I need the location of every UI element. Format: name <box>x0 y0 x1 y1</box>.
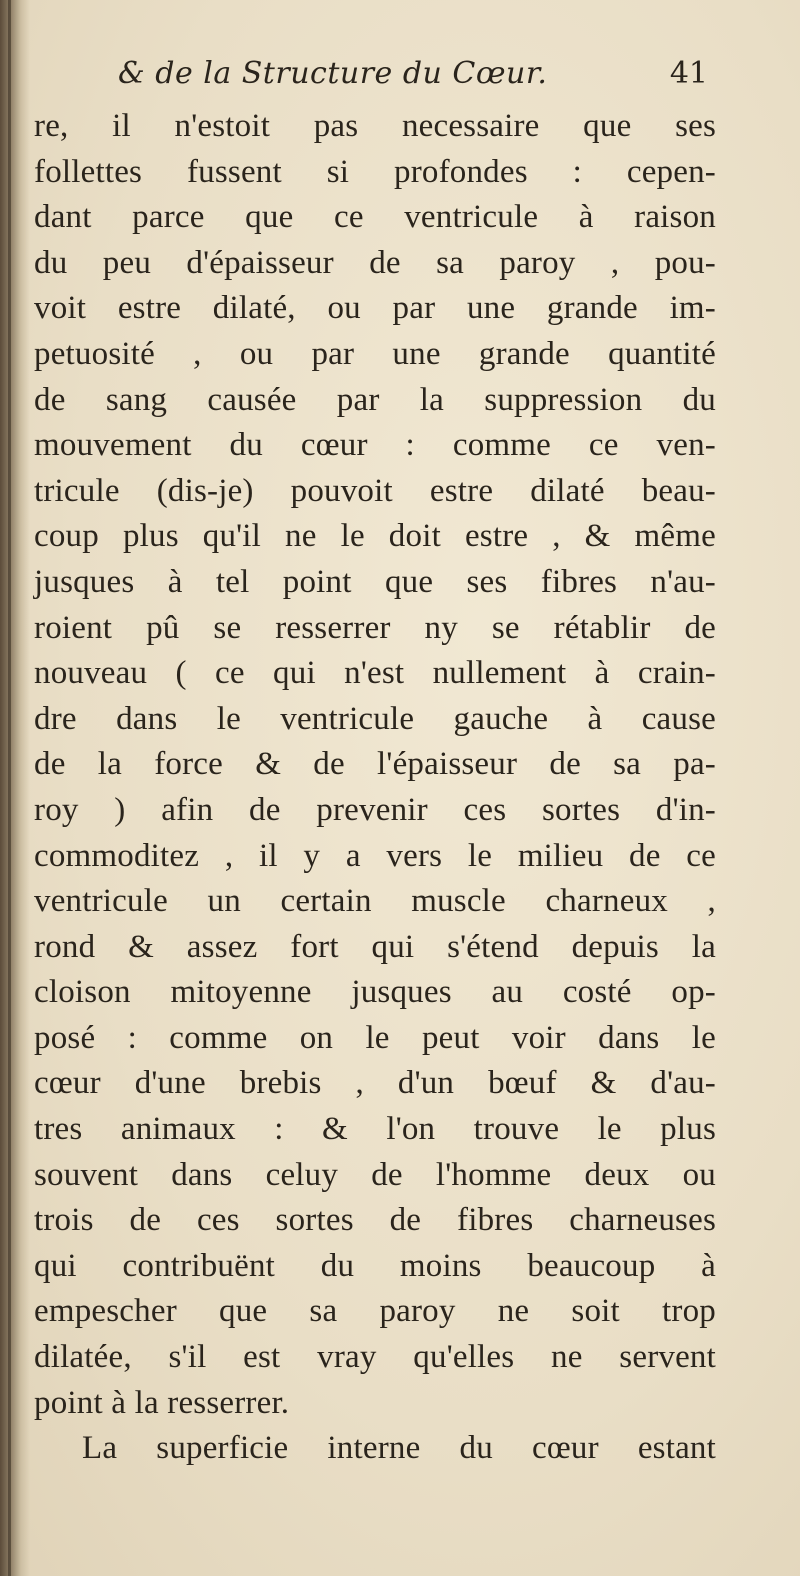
text-line: petuosité , ou par une grande quantité <box>34 335 716 372</box>
text-line: roient pû se resserrer ny se rétablir de <box>34 609 716 646</box>
text-line: roy ) afin de prevenir ces sortes d'in- <box>34 791 716 828</box>
text-line: de la force & de l'épaisseur de sa pa- <box>34 746 716 783</box>
page-number: 41 <box>669 56 708 91</box>
body-text <box>34 104 716 1472</box>
text-line: point à la resserrer. <box>34 1384 290 1421</box>
running-title: & de la Structure du Cœur. <box>118 56 548 91</box>
text-line: souvent dans celuy de l'homme deux ou <box>34 1156 716 1193</box>
text-line: ventricule un certain muscle charneux , <box>34 883 716 920</box>
text-line-paragraph-start: La superficie interne du cœur estant <box>82 1430 716 1467</box>
page-header <box>118 56 708 102</box>
text-line: cloison mitoyenne jusques au costé op- <box>34 974 716 1011</box>
text-line: empescher que sa paroy ne soit trop <box>34 1293 716 1330</box>
gutter-binding-line <box>8 0 11 1576</box>
text-line: dre dans le ventricule gauche à cause <box>34 700 716 737</box>
text-line: dant parce que ce ventricule à raison <box>34 199 716 236</box>
text-line: nouveau ( ce qui n'est nullement à crain- <box>34 655 716 692</box>
text-line: cœur d'une brebis , d'un bœuf & d'au- <box>34 1065 716 1102</box>
text-line: commoditez , il y a vers le milieu de ce <box>34 837 716 874</box>
text-line: tres animaux : & l'on trouve le plus <box>34 1111 716 1148</box>
text-line: follettes fussent si profondes : cepen- <box>34 153 716 190</box>
text-line: tricule (dis-je) pouvoit estre dilaté beau- <box>34 472 716 509</box>
text-line: coup plus qu'il ne le doit estre , & même <box>34 518 716 555</box>
text-line: de sang causée par la suppression du <box>34 381 716 418</box>
text-line: trois de ces sortes de fibres charneuses <box>34 1202 716 1239</box>
text-line: rond & assez fort qui s'étend depuis la <box>34 928 716 965</box>
text-line: dilatée, s'il est vray qu'elles ne servent <box>34 1339 716 1376</box>
text-line: jusques à tel point que ses fibres n'au- <box>34 563 716 600</box>
book-gutter <box>0 0 30 1576</box>
text-line: mouvement du cœur : comme ce ven- <box>34 427 716 464</box>
text-line: voit estre dilaté, ou par une grande im- <box>34 290 716 327</box>
text-line: qui contribuënt du moins beaucoup à <box>34 1247 716 1284</box>
text-line: re, il n'estoit pas necessaire que ses <box>34 108 716 144</box>
text-line: du peu d'épaisseur de sa paroy , pou- <box>34 244 716 281</box>
text-line: posé : comme on le peut voir dans le <box>34 1019 716 1056</box>
